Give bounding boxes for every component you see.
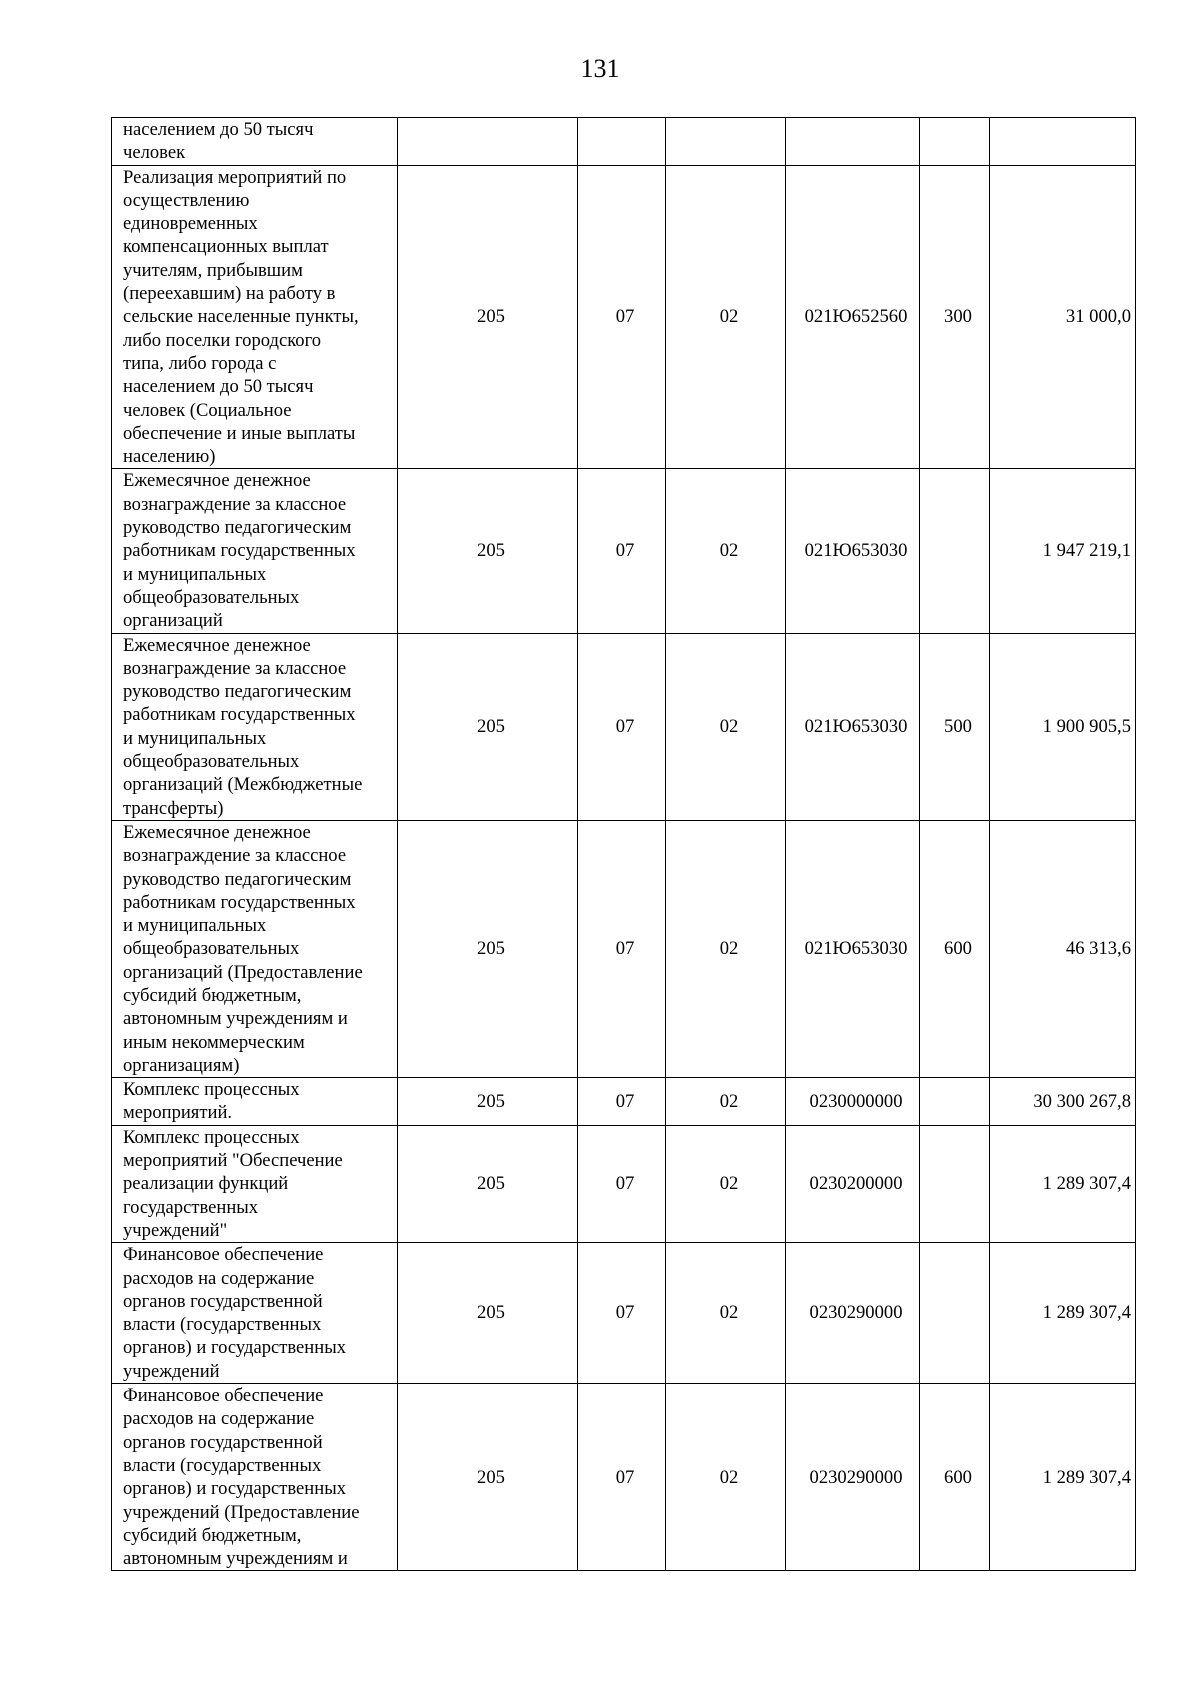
item-name-line: расходов на содержание bbox=[123, 1408, 315, 1430]
table-row bbox=[112, 165, 1136, 469]
section-code-cell: 07 bbox=[578, 1078, 666, 1126]
item-name-cell bbox=[112, 1078, 398, 1126]
section-code-cell: 07 bbox=[578, 165, 666, 469]
item-name-line: органов государственной bbox=[123, 1290, 323, 1312]
expense-type-cell bbox=[920, 1243, 990, 1384]
target-article-cell: 0230290000 bbox=[786, 1384, 920, 1571]
item-name-line: субсидий бюджетным, bbox=[123, 1524, 302, 1546]
target-article-cell: 0230200000 bbox=[786, 1125, 920, 1242]
item-name-line: органов) и государственных bbox=[123, 1337, 346, 1359]
table-row bbox=[112, 1125, 1136, 1242]
item-name-line: мероприятий. bbox=[123, 1102, 233, 1124]
item-name-line: работникам государственных bbox=[123, 540, 356, 562]
item-name-line: руководство педагогическим bbox=[123, 868, 352, 890]
amount-cell: 1 289 307,4 bbox=[990, 1384, 1136, 1571]
section-code-cell: 07 bbox=[578, 820, 666, 1077]
item-name-line: руководство педагогическим bbox=[123, 681, 352, 703]
amount-cell bbox=[990, 118, 1136, 166]
ministry-code-cell: 205 bbox=[398, 1384, 578, 1571]
amount-cell: 46 313,6 bbox=[990, 820, 1136, 1077]
item-name-line: Финансовое обеспечение bbox=[123, 1244, 324, 1266]
item-name-line: мероприятий "Обеспечение bbox=[123, 1150, 343, 1172]
item-name-cell bbox=[112, 633, 398, 820]
item-name-line: субсидий бюджетным, bbox=[123, 984, 302, 1006]
item-name-line: учреждений" bbox=[123, 1219, 228, 1241]
section-code-cell: 07 bbox=[578, 1125, 666, 1242]
item-name-line: и муниципальных bbox=[123, 915, 267, 937]
target-article-cell: 0230000000 bbox=[786, 1078, 920, 1126]
expense-type-cell: 300 bbox=[920, 165, 990, 469]
item-name-cell bbox=[112, 1243, 398, 1384]
item-name-line: населением до 50 тысяч bbox=[123, 119, 314, 140]
item-name-line: органов) и государственных bbox=[123, 1478, 346, 1500]
ministry-code-cell: 205 bbox=[398, 1125, 578, 1242]
item-name-line: общеобразовательных bbox=[123, 586, 300, 608]
subsection-code-cell: 02 bbox=[666, 469, 786, 633]
section-code-cell: 07 bbox=[578, 633, 666, 820]
item-name-line: трансферты) bbox=[123, 797, 224, 819]
item-name-line: автономным учреждениям и bbox=[123, 1008, 348, 1030]
subsection-code-cell bbox=[666, 118, 786, 166]
item-name-line: вознаграждение за классное bbox=[123, 845, 347, 867]
item-name-line: (переехавшим) на работу в bbox=[123, 283, 336, 305]
section-code-cell: 07 bbox=[578, 1243, 666, 1384]
item-name-line: иным некоммерческим bbox=[123, 1031, 305, 1053]
target-article-cell: 021Ю653030 bbox=[786, 820, 920, 1077]
subsection-code-cell: 02 bbox=[666, 1384, 786, 1571]
amount-cell: 1 289 307,4 bbox=[990, 1243, 1136, 1384]
ministry-code-cell: 205 bbox=[398, 469, 578, 633]
item-name-line: учителям, прибывшим bbox=[123, 259, 303, 281]
item-name-line: населению) bbox=[123, 446, 216, 468]
subsection-code-cell: 02 bbox=[666, 1243, 786, 1384]
section-code-cell bbox=[578, 118, 666, 166]
target-article-cell: 021Ю653030 bbox=[786, 633, 920, 820]
table-row bbox=[112, 118, 1136, 166]
item-name-line: населением до 50 тысяч bbox=[123, 376, 314, 398]
table-row bbox=[112, 1078, 1136, 1126]
expense-type-cell: 600 bbox=[920, 1384, 990, 1571]
item-name-cell bbox=[112, 820, 398, 1077]
item-name-cell bbox=[112, 1125, 398, 1242]
item-name-line: учреждений bbox=[123, 1360, 220, 1382]
table-row bbox=[112, 820, 1136, 1077]
item-name-line: либо поселки городского bbox=[123, 329, 322, 351]
target-article-cell bbox=[786, 118, 920, 166]
amount-cell: 1 289 307,4 bbox=[990, 1125, 1136, 1242]
target-article-cell: 021Ю652560 bbox=[786, 165, 920, 469]
ministry-code-cell bbox=[398, 118, 578, 166]
table-body bbox=[112, 118, 1136, 1571]
section-code-cell: 07 bbox=[578, 1384, 666, 1571]
item-name-line: Комплекс процессных bbox=[123, 1126, 300, 1148]
item-name-cell bbox=[112, 469, 398, 633]
table-row bbox=[112, 1243, 1136, 1384]
item-name-line: руководство педагогическим bbox=[123, 517, 352, 539]
expense-type-cell: 500 bbox=[920, 633, 990, 820]
item-name-line: единовременных bbox=[123, 213, 258, 235]
expense-type-cell bbox=[920, 118, 990, 166]
expense-type-cell bbox=[920, 1125, 990, 1242]
target-article-cell: 0230290000 bbox=[786, 1243, 920, 1384]
item-name-line: Комплекс процессных bbox=[123, 1079, 300, 1101]
item-name-line: типа, либо города с bbox=[123, 352, 277, 374]
subsection-code-cell: 02 bbox=[666, 1125, 786, 1242]
item-name-cell bbox=[112, 118, 398, 166]
subsection-code-cell: 02 bbox=[666, 165, 786, 469]
ministry-code-cell: 205 bbox=[398, 1243, 578, 1384]
amount-cell: 1 947 219,1 bbox=[990, 469, 1136, 633]
ministry-code-cell: 205 bbox=[398, 633, 578, 820]
amount-cell: 30 300 267,8 bbox=[990, 1078, 1136, 1126]
item-name-line: общеобразовательных bbox=[123, 751, 300, 773]
budget-table bbox=[111, 117, 1136, 1571]
item-name-line: вознаграждение за классное bbox=[123, 657, 347, 679]
item-name-line: организациям) bbox=[123, 1054, 240, 1076]
item-name-line: вознаграждение за классное bbox=[123, 493, 347, 515]
table-row bbox=[112, 633, 1136, 820]
item-name-line: автономным учреждениям и bbox=[123, 1548, 348, 1570]
ministry-code-cell: 205 bbox=[398, 1078, 578, 1126]
item-name-line: организаций (Предоставление bbox=[123, 961, 363, 983]
ministry-code-cell: 205 bbox=[398, 165, 578, 469]
target-article-cell: 021Ю653030 bbox=[786, 469, 920, 633]
item-name-line: власти (государственных bbox=[123, 1454, 322, 1476]
ministry-code-cell: 205 bbox=[398, 820, 578, 1077]
item-name-line: Ежемесячное денежное bbox=[123, 634, 311, 656]
item-name-line: человек (Социальное bbox=[123, 399, 292, 421]
item-name-cell bbox=[112, 165, 398, 469]
table-row bbox=[112, 469, 1136, 633]
subsection-code-cell: 02 bbox=[666, 1078, 786, 1126]
expense-type-cell bbox=[920, 1078, 990, 1126]
item-name-line: организаций bbox=[123, 610, 223, 632]
item-name-line: сельские населенные пункты, bbox=[123, 306, 359, 328]
item-name-line: реализации функций bbox=[123, 1173, 289, 1195]
expense-type-cell: 600 bbox=[920, 820, 990, 1077]
expense-type-cell bbox=[920, 469, 990, 633]
item-name-line: Реализация мероприятий по bbox=[123, 166, 347, 188]
item-name-line: работникам государственных bbox=[123, 704, 356, 726]
item-name-line: работникам государственных bbox=[123, 891, 356, 913]
item-name-line: общеобразовательных bbox=[123, 938, 300, 960]
item-name-line: власти (государственных bbox=[123, 1314, 322, 1336]
item-name-line: Ежемесячное денежное bbox=[123, 470, 311, 492]
page-number: 131 bbox=[580, 54, 620, 83]
item-name-line: организаций (Межбюджетные bbox=[123, 774, 363, 796]
item-name-line: и муниципальных bbox=[123, 727, 267, 749]
item-name-line: обеспечение и иные выплаты bbox=[123, 422, 356, 444]
subsection-code-cell: 02 bbox=[666, 820, 786, 1077]
amount-cell: 31 000,0 bbox=[990, 165, 1136, 469]
item-name-line: и муниципальных bbox=[123, 563, 267, 585]
item-name-line: осуществлению bbox=[123, 189, 250, 211]
section-code-cell: 07 bbox=[578, 469, 666, 633]
subsection-code-cell: 02 bbox=[666, 633, 786, 820]
item-name-line: учреждений (Предоставление bbox=[123, 1501, 360, 1523]
item-name-line: компенсационных выплат bbox=[123, 236, 329, 258]
amount-cell: 1 900 905,5 bbox=[990, 633, 1136, 820]
item-name-cell bbox=[112, 1384, 398, 1571]
item-name-line: человек bbox=[123, 142, 186, 164]
item-name-line: Финансовое обеспечение bbox=[123, 1385, 324, 1407]
item-name-line: Ежемесячное денежное bbox=[123, 821, 311, 843]
item-name-line: органов государственной bbox=[123, 1431, 323, 1453]
item-name-line: расходов на содержание bbox=[123, 1267, 315, 1289]
item-name-line: государственных bbox=[123, 1196, 259, 1218]
table-row bbox=[112, 1384, 1136, 1571]
